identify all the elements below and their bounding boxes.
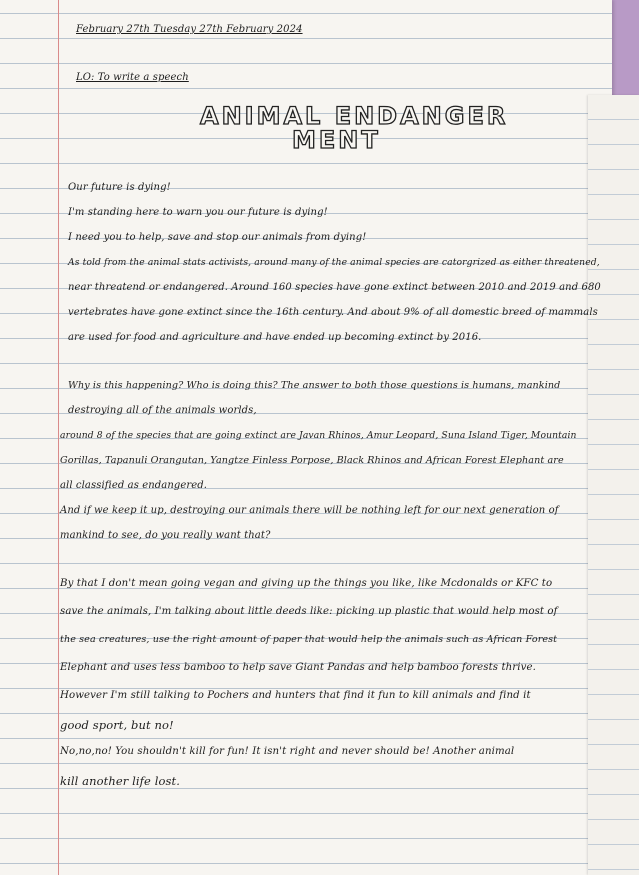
page-title-line1: ANIMAL ENDANGER [200, 102, 509, 130]
text-line: around 8 of the species that are going extinct are Javan Rhinos, Amur Leopard, Suna Island Tiger, Mountain [60, 430, 577, 441]
text-line: Elephant and uses less bamboo to help save Giant Pandas and help bamboo forests thrive. [60, 662, 536, 673]
text-line: mankind to see, do you really want that? [60, 530, 271, 541]
text-line: vertebrates have gone extinct since the 16th century. And about 9% of all domestic breed of mammals [68, 307, 598, 318]
text-line: save the animals, I'm talking about little deeds like: picking up plastic that would help most of [60, 606, 558, 617]
text-line: near threatend or endangered. Around 160 species have gone extinct between 2010 and 2019 and 680 [68, 282, 601, 293]
page-edge [588, 95, 639, 875]
text-line: are used for food and agriculture and have ended up becoming extinct by 2016. [68, 332, 482, 343]
text-line: By that I don't mean going vegan and giving up the things you like, like Mcdonalds or KFC to [60, 578, 553, 589]
text-line: Our future is dying! [68, 182, 171, 193]
date-line: February 27th Tuesday 27th February 2024 [76, 24, 303, 35]
text-line: No,no,no! You shouldn't kill for fun! It isn't right and never should be! Another animal [60, 746, 515, 757]
learning-objective: LO: To write a speech [76, 72, 189, 83]
text-line: Why is this happening? Who is doing this? The answer to both those questions is humans, mankind [68, 380, 561, 391]
text-line: good sport, but no! [60, 718, 174, 732]
text-line: And if we keep it up, destroying our animals there will be nothing left for our next generation of [60, 505, 559, 516]
text-line: kill another life lost. [60, 774, 180, 788]
text-line: However I'm still talking to Pochers and hunters that find it fun to kill animals and find it [60, 690, 531, 701]
text-line: I need you to help, save and stop our animals from dying! [68, 232, 367, 243]
text-line: As told from the animal stats activists, around many of the animal species are catorgrized as either threatened, [68, 257, 600, 268]
text-line: Gorillas, Tapanuli Orangutan, Yangtze Finless Porpose, Black Rhinos and African Forest Elephant are [60, 455, 564, 466]
text-line: the sea creatures, use the right amount of paper that would help the animals such as African Forest [60, 634, 558, 645]
text-line: destroying all of the animals worlds, [68, 405, 257, 416]
margin-line [58, 0, 59, 875]
text-line: all classified as endangered. [60, 480, 208, 491]
page-title-line2: MENT [292, 126, 381, 154]
text-line: I'm standing here to warn you our future is dying! [68, 207, 328, 218]
